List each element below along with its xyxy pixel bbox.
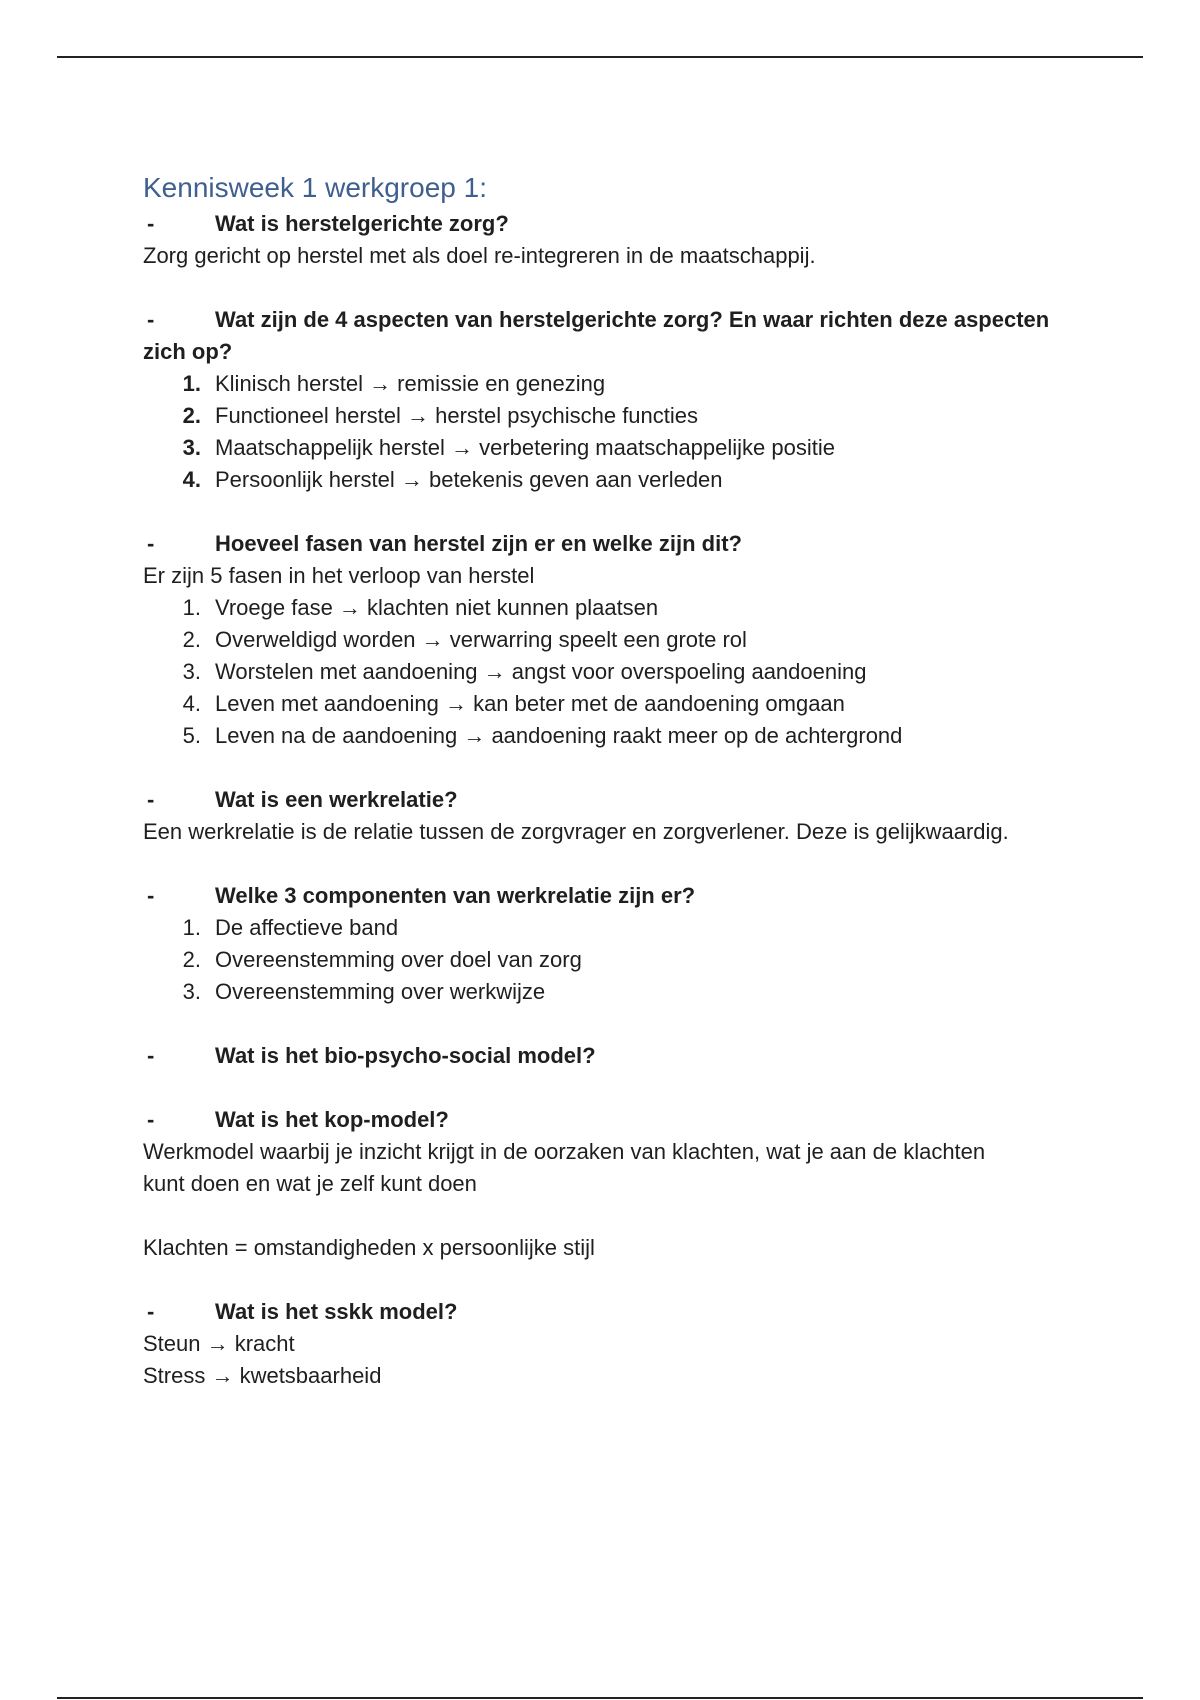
list-item	[143, 432, 1103, 464]
fasen-list	[143, 592, 1103, 752]
bullet-dash: -	[147, 531, 155, 556]
question-bio-psycho-social-model	[143, 1040, 1103, 1072]
answer-text: Werkmodel waarbij je inzicht krijgt in de oorzaken van klachten, wat je aan de klachten	[143, 1139, 986, 1164]
list-item	[143, 656, 1103, 688]
intro-text: Er zijn 5 fasen in het verloop van herstel	[143, 563, 535, 588]
answer-text: Een werkrelatie is de relatie tussen de zorgvrager en zorgverlener. Deze is gelijkwaardig.	[143, 819, 1009, 844]
componenten-list	[143, 912, 1103, 1008]
question-componenten-werkrelatie	[143, 880, 1103, 912]
list-item	[143, 592, 1103, 624]
bullet-dash: -	[147, 787, 155, 812]
sskk-line-stress: Stress → kwetsbaarheid	[143, 1363, 382, 1388]
question-kop-model	[143, 1104, 1103, 1136]
list-item	[143, 464, 1103, 496]
question-text: Wat zijn de 4 aspecten van herstelgerichte zorg? En waar richten deze aspecten	[215, 307, 1050, 332]
list-item	[143, 912, 1103, 944]
list-item	[143, 688, 1103, 720]
header-rule	[57, 56, 1143, 58]
bullet-dash: -	[147, 307, 155, 332]
list-text: Persoonlijk herstel → betekenis geven aan verleden	[215, 467, 723, 492]
list-number: 2.	[182, 627, 201, 652]
question-herstelgerichte-zorg	[143, 208, 1103, 240]
question-text: Wat is een werkrelatie?	[215, 787, 458, 812]
bullet-dash: -	[147, 1043, 155, 1068]
list-number: 3.	[182, 979, 201, 1004]
list-item	[143, 400, 1103, 432]
list-number: 1.	[182, 595, 201, 620]
question-text: zich op?	[143, 339, 233, 364]
list-item	[143, 976, 1103, 1008]
list-text: Overweldigd worden → verwarring speelt een grote rol	[215, 627, 747, 652]
list-number: 2.	[182, 947, 201, 972]
list-item	[143, 368, 1103, 400]
list-number: 2.	[182, 403, 201, 428]
list-number: 1.	[182, 915, 201, 940]
question-text: Wat is het bio-psycho-social model?	[215, 1043, 596, 1068]
sskk-line-steun: Steun → kracht	[143, 1331, 295, 1356]
list-text: Leven na de aandoening → aandoening raakt meer op de achtergrond	[215, 723, 903, 748]
list-item	[143, 624, 1103, 656]
list-text: Worstelen met aandoening → angst voor overspoeling aandoening	[215, 659, 867, 684]
bullet-dash: -	[147, 1299, 155, 1324]
list-text: De affectieve band	[215, 915, 399, 940]
list-text: Leven met aandoening → kan beter met de aandoening omgaan	[215, 691, 845, 716]
list-number: 4.	[182, 467, 201, 492]
list-text: Functioneel herstel → herstel psychische functies	[215, 403, 699, 428]
list-item	[143, 944, 1103, 976]
list-text: Overeenstemming over werkwijze	[215, 979, 546, 1004]
question-fasen-herstel	[143, 528, 1103, 560]
list-number: 1.	[182, 371, 201, 396]
answer-text-continued: kunt doen en wat je zelf kunt doen	[143, 1171, 477, 1196]
question-text: Wat is het kop-model?	[215, 1107, 449, 1132]
question-sskk-model	[143, 1296, 1103, 1328]
list-text: Maatschappelijk herstel → verbetering maatschappelijke positie	[215, 435, 835, 460]
bullet-dash: -	[147, 1107, 155, 1132]
aspecten-list	[143, 368, 1103, 496]
list-item	[143, 720, 1103, 752]
bullet-dash: -	[147, 211, 155, 236]
list-number: 3.	[182, 659, 201, 684]
list-number: 5.	[182, 723, 201, 748]
question-text: Welke 3 componenten van werkrelatie zijn er?	[215, 883, 696, 908]
list-number: 3.	[182, 435, 201, 460]
question-text: Wat is herstelgerichte zorg?	[215, 211, 509, 236]
answer-text: Zorg gericht op herstel met als doel re-integreren in de maatschappij.	[143, 243, 816, 268]
list-text: Overeenstemming over doel van zorg	[215, 947, 582, 972]
question-text: Wat is het sskk model?	[215, 1299, 458, 1324]
question-4-aspecten	[143, 304, 1103, 336]
formula-text: Klachten = omstandigheden x persoonlijke stijl	[143, 1235, 595, 1260]
list-text: Klinisch herstel → remissie en genezing	[215, 371, 606, 396]
bullet-dash: -	[147, 883, 155, 908]
question-text: Hoeveel fasen van herstel zijn er en welke zijn dit?	[215, 531, 742, 556]
footer-rule	[57, 1697, 1143, 1699]
list-text: Vroege fase → klachten niet kunnen plaatsen	[215, 595, 659, 620]
question-werkrelatie	[143, 784, 1103, 816]
document-body	[143, 168, 1103, 1392]
list-number: 4.	[182, 691, 201, 716]
document-title: Kennisweek 1 werkgroep 1:	[143, 172, 487, 203]
question-4-aspecten-continued	[143, 336, 1103, 368]
